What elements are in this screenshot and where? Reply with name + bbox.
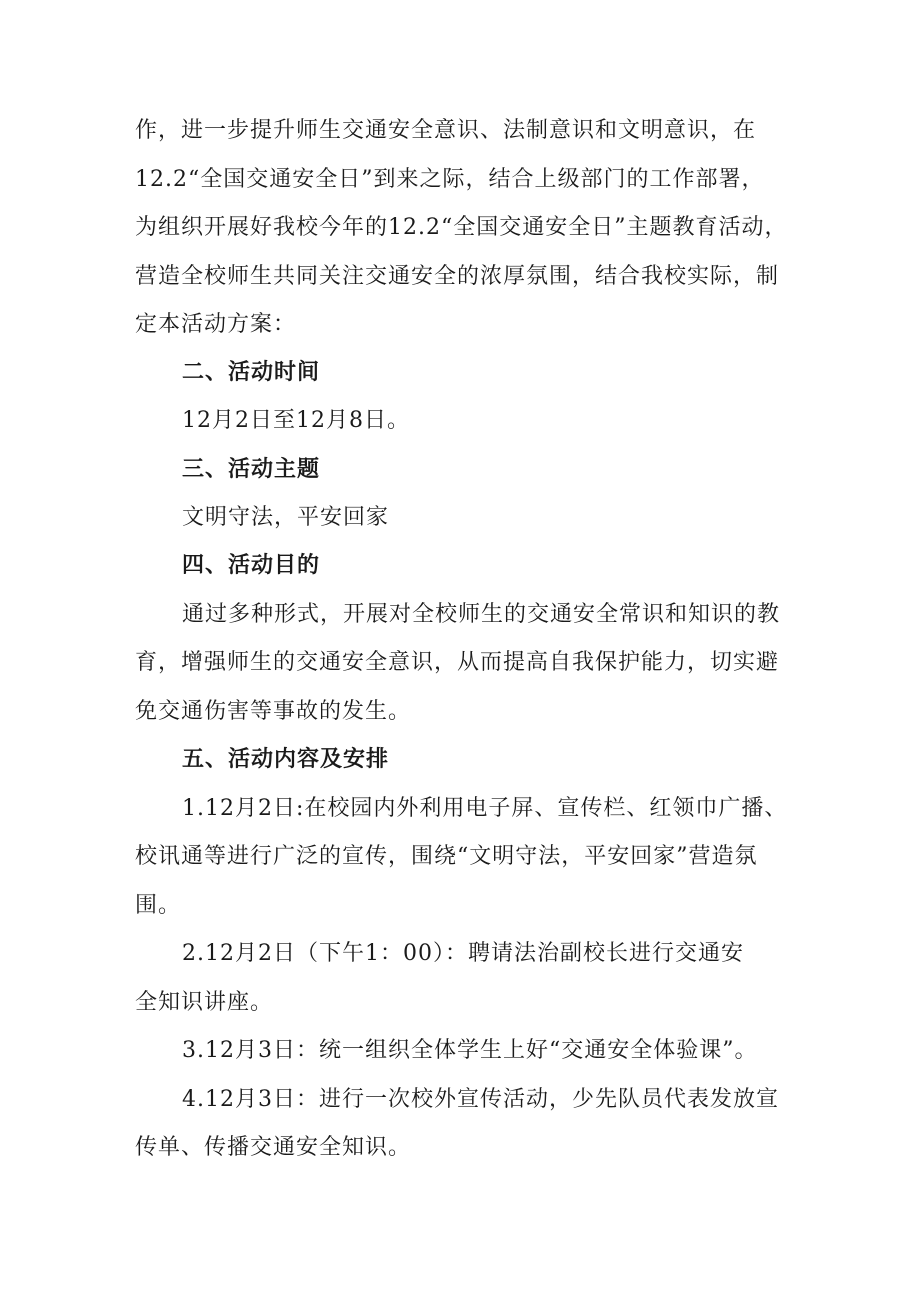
item-2-line-1: 2.12月2日（下午1：00）：聘请法治副校长进行交通安: [182, 941, 744, 966]
section-heading-theme: 三、活动主题: [182, 457, 321, 482]
item-1-line-3: 围。: [135, 893, 182, 918]
intro-line-1: 作，进一步提升师生交通安全意识、法制意识和文明意识，在: [135, 118, 757, 143]
section-purpose-line-1: 通过多种形式，开展对全校师生的交通安全常识和知识的教: [182, 602, 781, 627]
item-2-line-2: 全知识讲座。: [135, 990, 274, 1015]
section-theme-line-1: 文明守法，平安回家: [182, 505, 390, 530]
item-4-line-1: 4.12月3日：进行一次校外宣传活动，少先队员代表发放宣: [182, 1087, 779, 1112]
section-heading-content: 五、活动内容及安排: [182, 747, 390, 772]
section-heading-time: 二、活动时间: [182, 360, 321, 385]
item-3-line-1: 3.12月3日：统一组织全体学生上好“交通安全体验课”。: [182, 1038, 758, 1063]
item-1-line-2: 校讯通等进行广泛的宣传，围绕“文明守法，平安回家”营造氛: [135, 844, 758, 869]
section-purpose-line-3: 免交通伤害等事故的发生。: [135, 699, 412, 724]
item-1-line-1: 1.12月2日:在校园内外利用电子屏、宣传栏、红领巾广播、: [182, 796, 788, 821]
intro-line-5: 定本活动方案：: [135, 312, 297, 337]
section-purpose-line-2: 育，增强师生的交通安全意识，从而提高自我保护能力，切实避: [135, 650, 780, 675]
intro-line-4: 营造全校师生共同关注交通安全的浓厚氛围，结合我校实际，制: [135, 264, 780, 289]
intro-line-3: 为组织开展好我校今年的12.2“全国交通安全日”主题教育活动，: [135, 215, 788, 240]
section-heading-purpose: 四、活动目的: [182, 553, 321, 578]
item-4-line-2: 传单、传播交通安全知识。: [135, 1135, 412, 1160]
intro-line-2: 12.2“全国交通安全日”到来之际，结合上级部门的工作部署，: [135, 167, 765, 192]
section-time-line-1: 12月2日至12月8日。: [182, 408, 410, 433]
